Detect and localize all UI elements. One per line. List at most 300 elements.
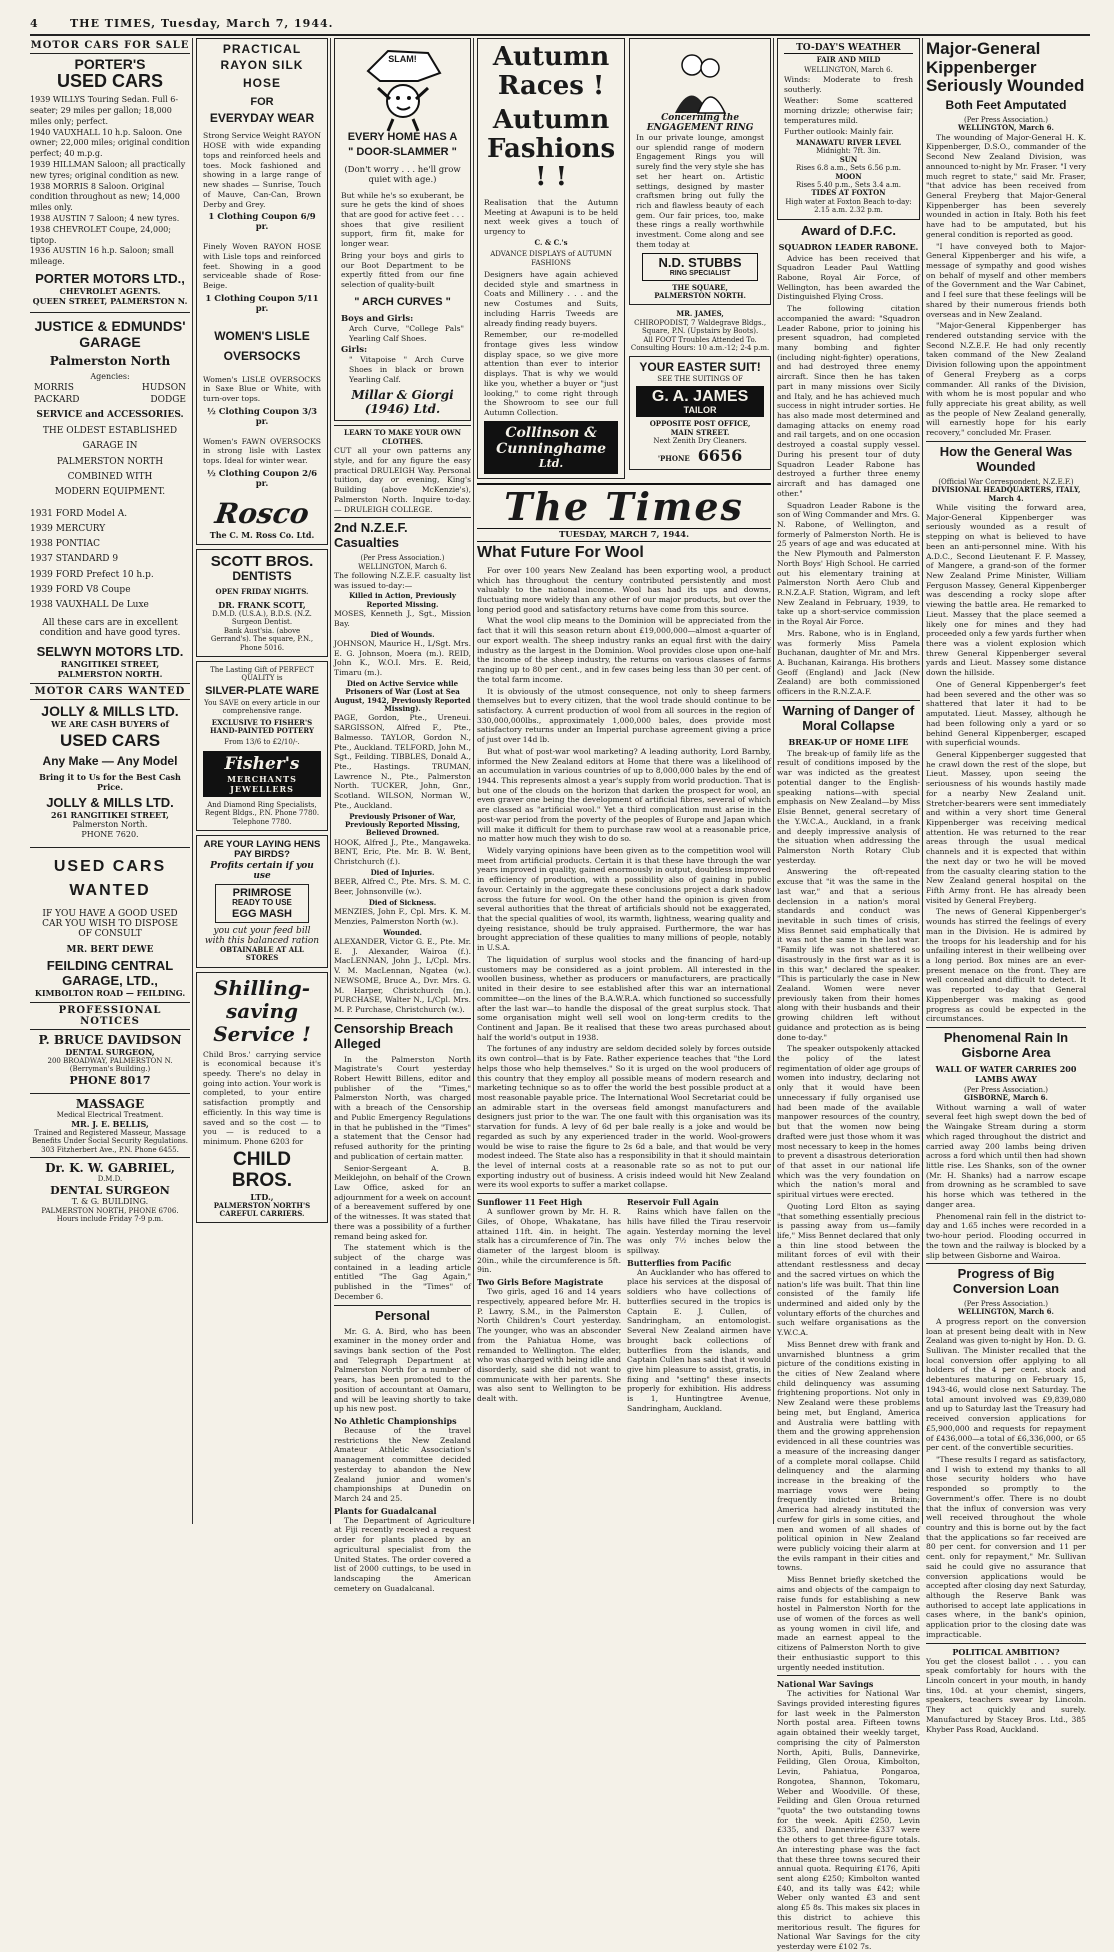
moral-headline: Warning of Danger of Moral Collapse [782,702,915,733]
rayon-coupon: 1 Clothing Coupon 6/9 pr. [208,212,316,233]
divider [926,1027,1086,1028]
casualties-list: BEER, Alfred C., Pte. Mrs. S. M. C. Beer, Johnsonville (w.). [334,877,471,897]
hens-tag: you cut your feed bill [213,925,311,936]
stubbs-addr: THE SQUARE, [672,282,728,292]
scott-open: OPEN FRIDAY NIGHTS. [215,586,309,596]
davidson-name: P. BRUCE DAVIDSON [38,1032,182,1047]
scott-bros-ad [196,549,328,657]
kid-body: Bring your boys and girls to our Boot Department to be expertly fitted from our fine selection of quality-built [341,250,464,290]
autumn-races-title: Autumn Races ! [492,42,610,101]
rayon-coupon: 1 Clothing Coupon 5/11 pr. [205,293,319,314]
girls-head: Two Girls Before Magistrate [477,1277,604,1288]
fisher-logo [203,751,321,797]
divider [926,1643,1086,1644]
jolly-name-2: JOLLY & MILLS LTD. [46,794,174,810]
collinson-logo [484,421,618,474]
justice-service: SERVICE and ACCESSORIES. [36,410,184,421]
fisher-logo-line: MERCHANTS [227,773,297,784]
column-rule [773,38,774,1524]
loan-body: A progress report on the conversion loan at present being dealt with in New Zealand was given to-night by Hon. D. G. Sullivan. The Minister recalled that the local conversion offer applying to all holders of the 4 per cent. stock and debentures maturing on February 15, 1943-46, would close next Saturday. The total amount involved was £9,839,080 and up to Saturday last the Treasury had received conversion applications for £5,900,000 and requests for repayment of £436,000—a total of £6,336,000, or 65 per cent. of the convertible securities. [926,1316,1086,1453]
savings-body: The activities for National War Savings provided interesting figures for last week in the Palmerston North postal area. Fifteen towns again obtained their weekly target, comprising the city of Palmerston North, Apiti, Bulls, Dannevirke, Feilding, Glen Oroua, Kimbolton, Levin, Pahiatua, Pongaroa, Rongotea, Shannon, Tokomaru, Weber and Woodville. Of these, Feilding and Glen Oroua returned "quota" the two outstanding towns for the week. Apiti £250, Levin £335, and Dannevirke £337 were the others to get three-figure totals. An interesting phase was the fact that these three towns secured their annual quota. Requiring £176, Apiti sent along £250; Kimbolton wanted £40, and its tally was £42; while Weber only wanted £3 and sent along £5 8s. This makes six places in this district to achieve this meritorious result. The figures for National War Savings for the city yesterday were £102 7s. [777,1689,920,1952]
rain-article [926,1031,1086,1260]
collinson-logo-line: Ltd. [538,456,564,470]
feilding-ad [30,851,190,1002]
sunflower-head: Sunflower 11 Feet High [477,1197,583,1208]
massage-sub: Medical Electrical Treatment. [56,1110,164,1119]
right-ads-stack [629,38,771,479]
door-slammer-ad [334,38,471,421]
slam-label: SLAM! [388,54,417,64]
reservoir-head: Reservoir Full Again [627,1197,719,1208]
kipp-headline: Major-General Kippenberger Seriously Wounded [926,39,1085,96]
kipp-body: The wounding of Major-General H. K. Kippenberger, D.S.O., commander of the Second New Zealand Division, was announced to-night by Mr. Fraser. "I very much regret to state," said Mr. Fraser, "that advice has been received from General Freyberg that Major-General Kippenberger has been severely wounded in action in Italy. Both his feet have had to be amputated, but his general condition is reported as good. [926,132,1086,239]
fisher-price: From 13/6 to £2/10/-. [224,738,300,747]
kid-title: " DOOR-SLAMMER " [348,146,457,159]
casualties-section: Died of Injuries. [370,867,435,877]
boys-label: Boys and Girls: [341,313,414,324]
casualties-list: MENZIES, John F., Cpl. Mrs. K. M. Menzies, Palmerston North (w.). [334,907,471,926]
justice-agencies-label: Agencies: [90,372,130,382]
censorship-body: The statement which is the subject of the charge was contained in a leading article entitled "The Gag Again," published in the "Times" of December 6. [334,1243,471,1301]
porters-item: 1940 VAUXHALL 10 h.p. Saloon. One owner; 22,000 miles; original condition perfect; 40 m.p.g. [30,127,190,159]
jolly-headline: USED CARS [59,731,161,751]
kid-title: EVERY HOME HAS A [347,130,458,143]
divider [30,1093,190,1094]
primrose-brand: READY TO USE [232,897,292,907]
primrose-ad [196,835,328,968]
justice-town: Palmerston North [49,354,171,369]
wool-paragraph: It is obviously of the utmost consequence, not only to sheep farmers themselves but to every citizen, that the wool trade should continue to be satisfactory. A current production of wool from all sources in the region of 330,000,000lbs., approximately 1,000,000 bales, does provide most satisfactory returns under an Imperial purchase agreement giving a price of just over 14d lb. [477,686,771,745]
fisher-ad [196,661,328,831]
casualties-source: (Per Press Association.) [360,554,445,563]
fisher-intro: The Lasting Gift of PERFECT QUALITY is [210,665,314,683]
blurb-line: COMBINED WITH [67,471,153,482]
james-next: Next Zenith Dry Cleaners. [653,437,747,446]
autumn-fashions-title: Autumn Fashions ! ! [486,105,616,193]
loan-source: (Per Press Association.) [964,1300,1048,1309]
stubbs-ad [629,38,771,305]
justice-blurb [30,424,190,500]
nameplate: The Times [504,483,744,529]
jolly-phone: PHONE 7620. [81,830,139,840]
james-phone: 6656 [697,445,743,465]
censorship-body: Senior-Sergeant A. B. Meiklejohn, on behalf of the Crown Law Office, asked for an adjournment for a week on account of a bereavement suffered by one of the witnesses. It was stated that there was a possibility of a further remand being asked for. [334,1163,471,1241]
wool-headline: What Future For Wool [477,544,644,562]
oversocks-body: Women's LISLE OVERSOCKS in Saxe Blue or White, with turn-over tops. [203,374,321,404]
druleigh-title: LEARN TO MAKE YOUR OWN CLOTHES. [344,428,461,446]
wool-paragraph: For over 100 years New Zealand has been exporting wool, a product which has throughout the century contributed persistently and most valuably to the national income. Wool has had its ups and downs, fluctuating more widely than any other of our major products, but over the long period good and satisfactory returns have come from this source. [477,565,771,614]
stubbs-addr: PALMERSTON NORTH. [654,291,746,300]
stubbs-logo-name: N.D. STUBBS [658,254,742,270]
moral-body: The speaker outspokenly attacked the policy of the latest regimentation of older age groups of women into industry, declaring not only that it would have been unnecessary if fully organised use had been made of the available manpower resources of the country, but that the women now being drafted were just those whom it was most necessary to keep in the homes to prevent a disastrous deterioration of that asset in our national life which was the very foundation on which the nation's moral and spiritual virtues were erected. [777,1044,920,1200]
casualties-dateline: WELLINGTON, March 6. [358,562,447,571]
child-body: Child Bros.' carrying service is economical because it's speedy. There's no delay in going into action. Your work is completed, to your entire satisfaction promptly and efficiently. In this way time is saved and so the cost — to you — is reduced to a minimum. Phone 6203 for [203,1049,321,1147]
column-1 [30,38,190,1528]
plants-body: The Department of Agriculture at Fiji recently received a request order for plants placed by an agricultural specialist from the United States. The order covered a list of 2000 cuttings, to be used in landscaping the American cemetery on Guadalcanal. [334,1515,471,1593]
rain-body: Without warning a wall of water several feet high swept down the bed of the Waingake Stream during a storm which raged throughout the district and carried away 200 lambs being driven across a ford which until then had shown little rise. Les Shanks, son of the owner (Mr. H. Shanks) had a narrow escape from drowning as he scrambled to save his horse which was tethered in the danger area. [926,1102,1086,1209]
porters-headline: USED CARS [56,71,163,92]
reservoir-body: Rains which have fallen on the hills have filled the Tirau reservoir again. Yesterday morning the level was only 7½ inches below the spillway. [627,1207,771,1256]
river-midnight: Midnight: 7ft. 3in. [816,147,881,156]
james-phone-label: 'PHONE [657,453,690,463]
casualties-section: Previously Prisoner of War, Previously Reported Missing, Believed Drowned. [345,811,460,838]
fisher-footer: And Diamond Ring Specialists, Regent Bldgs., P.N. Phone 7780. Telephone 7780. [204,800,320,826]
porters-item: 1938 MORRIS 8 Saloon. Original condition throughout as new; 14,000 miles only. [30,181,180,213]
general-wounded-article [926,445,1086,1024]
rain-dateline: GISBORNE, March 6. [964,1093,1048,1103]
editorial-date: TUESDAY, MARCH 7, 1944. [477,528,771,542]
collinson-adv: ADVANCE DISPLAYS of AUTUMN FASHIONS [490,250,612,267]
column-4 [477,38,771,1528]
casualties-intro: The following N.Z.E.F. casualty list was issued to-day:— [334,570,471,590]
jolly-model: Any Make — Any Model [42,753,178,768]
moral-body: Quoting Lord Elton as saying "that something essentially precious is passing away from us—family life," Miss Bennet declared that only a thin line stood between the militant forces of evil with their attendant restlessness and decay and the sacred virtues on which the nation's life was built. That thin line consisted of the family life undermined and aided only by the voluntary efforts of the churches and such welfare organisations as the Y.W.C.A. [777,1201,920,1338]
child-title: Shilling- [213,975,311,1000]
casualties-section: Died of Wounds. [370,629,435,639]
gabriel-hours: Hours include Friday 7-9 p.m. [56,1214,164,1223]
child-title: Service ! [213,1021,311,1046]
justice-agencies-row [30,394,190,406]
car-listing: 1937 STANDARD 9 [30,554,119,565]
child-title: saving [226,998,298,1023]
professional-notices-header: PROFESSIONAL NOTICES [30,1002,190,1030]
collinson-logo-line: Collinson & [505,424,597,441]
dfc-body: Advice has been received that Squadron Leader Paul Wattling Rabone, Royal Air Force, of Wellington, has been awarded the Distinguished Flying Cross. [777,253,920,302]
dfc-headline: Award of D.F.C. [800,222,897,238]
tides-head: High water at Foxton Beach to-day: [785,197,912,206]
rain-body: Phenomenal rain fell in the district to-day and 1.65 inches were recorded in a two-hour period. Flooding occurred in the town and the railway is blocked by a slip between Gisborne and Wairoa. [926,1211,1086,1260]
blurb-line: GARAGE IN [82,441,138,452]
dfc-article [777,224,920,697]
girls-label: Girls: [341,345,368,356]
car-listing: 1938 PONTIAC [30,539,101,550]
column-rule [330,38,331,1524]
justice-name: JUSTICE & EDMUNDS' GARAGE [34,318,186,350]
personal-body: Mr. G. A. Bird, who has been examiner in the money order and savings bank section of the Post and Telegraph Department at Palmerston North for a number of years, has been promoted to the position of accountant at Oamaru, and will be leaving shortly to take up his new post. [334,1326,471,1414]
weather-detail: Weather: Some scattered morning drizzle; otherwise fair; temperatures mild. [784,96,913,125]
wool-editorial [477,544,771,1190]
sun-title: SUN [839,154,858,164]
rayon-body: Strong Service Weight RAYON HOSE with wide expanding tops and reinforced heels and toes. Mock fashioned and showing in a large range of new shades — Sunrise, Touch of Mauve, Can-Can, Brown Derby and Grey. [203,131,321,209]
casualties-section: Killed in Action, Previously Reported Missing. [349,591,456,609]
divider [334,517,471,518]
porters-item: 1938 CHEVROLET Coupe, 24,000; tiptop. [30,224,171,245]
casualties-section: Wounded. [383,927,422,937]
james-sub: SEE THE SUITINGS OF [657,374,743,383]
casualties-section: Died on Active Service while Prisoners of War (Lost at Sea August, 1942, Previously Reported Missing). [334,678,471,714]
jolly-mills-ad [30,700,190,844]
porters-name: PORTER'S [74,56,146,72]
gabriel-addr: PALMERSTON NORTH, PHONE 6706. [41,1206,179,1215]
divider [30,847,190,848]
weather-dateline: WELLINGTON, March 6. [804,66,893,75]
child-ltd: LTD., [250,1191,274,1202]
rayon-title-3: EVERYDAY WEAR [209,111,315,126]
casualties-headline: 2nd N.Z.E.F. Casualties [334,520,408,551]
collinson-body: Remember, our re-modelled frontage gives less window display space, so we give more attention than ever to interior displays. That is why we would like you, whether a buyer or "just looking," to come right through the Showroom to see our full Autumn Collection. [484,330,619,418]
column-2 [196,38,328,1528]
moral-article [777,704,920,1672]
general-body: General Kippenberger suggested that he crawl down the rest of the slope, but Lieut. Massey, upon seeing the seriousness of his wounds hastily made for a nearby New Zealand unit. Stretcher-bearers were sent immediately and within a very short time General Kippenberger was receiving medical attention. He was returned to the rear areas through the usual medical channels and it is expected that within the next day or two he will be moved from the casualty clearing station to the New Zealand general hospital on the Fifth Army front. He has already been visited by General Freyberg. [926,749,1086,905]
agency-label: HUDSON [141,383,186,394]
gabriel-notice [30,1161,190,1223]
oversocks-title: WOMEN'S LISLE OVERSOCKS [214,328,310,364]
scott-title: DENTISTS [232,569,292,584]
moral-body: Answering the oft-repeated excuse that "it was the same in the last war," and that a serious declension in a nation's moral standards and conduct was inevitable in such times of crisis, Miss Bennet said emphatically that it was not the same in the last war. "Family life was not shattered so disastrously in the first war as it is in this war," declared the speaker. "This is particularly the case in New Zealand. Women were never previously taken from their homes along with their husbands and their growing children left without guidance and protection as is being done to-day." [777,867,920,1042]
divider [777,700,920,701]
porters-agents: CHEVROLET AGENTS. [59,286,161,297]
chiropodist-name: MR. JAMES, [676,309,724,319]
censorship-article [334,1022,471,1302]
motor-cars-for-sale-header: MOTOR CARS FOR SALE [30,38,190,54]
child-name: CHILD BROS. [231,1148,293,1191]
weather-title: TO-DAY'S WEATHER [784,43,913,54]
kid-quote: (Don't worry . . . he'll grow quiet with age.) [344,164,461,185]
rain-headline: Phenomenal Rain In Gisborne Area [943,1030,1069,1060]
rayon-title-2: RAYON SILK HOSE [220,58,304,91]
agency-label: DODGE [150,395,186,406]
scott-dr: DR. FRANK SCOTT, [218,599,306,610]
blurb-line: THE OLDEST ESTABLISHED [42,426,178,437]
car-listing: 1931 FORD Model A. [30,508,128,519]
divider [777,1675,920,1676]
chiropodist-notice [629,308,771,354]
rosco-company: The C. M. Ross Co. Ltd. [209,529,315,540]
casualties-list: MOSES, Kenneth J., Sgt., Mission Bay. [334,609,471,628]
divider [334,1305,471,1306]
column-5 [777,38,920,1952]
rayon-title-1: PRACTICAL [222,42,302,56]
justice-agencies-row [30,382,190,394]
druleigh-body: CUT all your own patterns any style, and for any figure the easy practical DRULEIGH Way. Personal tuition, day or evening, King's Building (above McKenzie's), Palmerston North. Inquire to-day. — DRULEIGH COLLEGE. [334,446,471,514]
car-listing: 1938 VAUXHALL De Luxe [30,600,149,611]
primrose-logo [215,884,309,923]
wool-paragraph: What the wool clip means to the Dominion will be appreciated from the fact that it will this season return about £19,000,000—almost a-quarter of our export wealth. The sheep industry ranks an equal first with the dairy industry as the largest in the Dominion. Wool provides close upon one-half the income of the sheep industry, the returns on various classes of farms ranging up to 80 per cent., and in few cases being less than 30 per cent. of the total farm income. [477,616,771,684]
divider [926,441,1086,442]
justice-car-list [30,507,190,614]
hens-title: Profits certain if you use [210,860,314,881]
moral-body: The break-up of family life as the result of conditions imposed by the war was indicted as the greatest potential danger to the English-speaking nations—with special emphasis on New Zealand—by Miss Elsie Bennet, general secretary of the Y.W.C.A., Auckland, in a frank and deeply impressive analysis of the situation when addressing the Palmerston North Rotary Club yesterday. [777,748,920,865]
kipp-body: "I have conveyed both to Major-General Kippenberger and his wife, a message of sympathy and good wishes on behalf of myself and other members of the Government and the War Cabinet, and I feel sure that these feelings will be shared by their numerous friends both overseas and in New Zealand. [926,241,1086,319]
stubbs-title: Concerning the ENGAGEMENT RING [646,113,754,133]
sunflower-body: A sunflower grown by Mr. H. R. Giles, of Ohope, Whakatane, has attained 11ft. 4in. in height. The stalk has a circumference of 7in. The diameter of the largest bloom is 20in., while the circumference is 5ft. 9in. [477,1207,621,1275]
hens-title: PAY BIRDS? [234,849,290,861]
feilding-name: FEILDING CENTRAL GARAGE, LTD., [46,958,174,988]
hens-title: ARE YOUR LAYING HENS [203,838,321,850]
short-items-right [627,1197,771,1415]
selwyn-town: PALMERSTON NORTH. [57,668,163,679]
page-header-title: THE TIMES, Tuesday, March 7, 1944. [70,16,334,30]
scott-role: Surgeon Dentist. [231,618,293,627]
wool-paragraph: But what of post-war wool marketing? A leading authority, Lord Barnby, informed the New Zealand editors at Home that there was a likelihood of an accumulation in various countries of up to 8,000,000 bales by the end of 1944. This represents almost a year's supply from world production. That is but one of the clouds on the horizon that darken the prospect for wool, an even graver one being the development of artificial fibres, several of which are classed as "artificial wool." Yet a third complication must arise in the post-war period from the poverty of the peoples of Europe and Japan which will make it difficult for them to purchase raw wool at a reasonable price, no matter how much they wish to do so. [477,746,771,844]
moral-body: Miss Bennet briefly sketched the aims and objects of the campaign to raise funds for establishing a new hostel in Palmerston North for the use of women of the forces as well as young women in civil life, and made an earnest appeal to the citizens of Palmerston North to give their enthusiastic support to this urgently needed institution. [777,1575,920,1672]
loan-article [926,1267,1086,1639]
weather-sub: FAIR AND MILD [816,55,881,64]
rain-source: (Per Press Association.) [964,1085,1048,1094]
jolly-name: JOLLY & MILLS LTD. [41,702,179,719]
collinson-brand-inline: C. & C.'s [534,237,568,247]
fisher-logo-name: Fisher's [224,753,300,774]
weather-box [777,38,920,220]
feilding-contact: MR. BERT DEWE [66,945,154,956]
porters-item: 1939 HILLMAN Saloon; all practically new tyres; original condition as new. [30,159,186,180]
dfc-sub: SQUADRON LEADER RABONE. [778,241,919,252]
james-tailor-ad [629,356,771,469]
short-items-left [477,1197,621,1415]
divider [926,1263,1086,1264]
casualties-list: ALEXANDER, Victor G. E., Pte. Mr. E. J. Alexander, Wairoa (f.). MacLENNAN, John J., L/Cpl. Mrs. V. M. MacLennan, Ngatea (w.). NEWSOME, Bruce A., Dvr. Mrs. G. M. Harper, Christchurch (m.). PURCHASE, Walter N., L/Cpl. Mrs. M. P. Purchase, Christchurch (w.). [334,936,471,1014]
column-rule [473,38,474,1524]
butterflies-head: Butterflies from Pacific [627,1257,732,1268]
short-items-row [477,1197,771,1415]
personal-headline: Personal [375,1307,430,1323]
athletic-body: Because of the travel restrictions the New Zealand Amateur Athletic Association's management committee decided yesterday to abandon the New Zealand junior and women's championships at Dunedin on March 24 and 25. [334,1425,471,1503]
rain-sub: WALL OF WATER CARRIES 200 LAMBS AWAY [935,1063,1077,1084]
river-title: MANAWATU RIVER LEVEL [796,138,901,148]
james-logo-name: G. A. JAMES [651,387,749,405]
jolly-price: Bring it to Us for the Best Cash Price. [39,771,181,792]
blurb-line: MODERN EQUIPMENT. [54,487,166,498]
porters-address: QUEEN STREET, PALMERSTON N. [32,296,188,307]
general-headline: How the General Was Wounded [939,443,1073,474]
personal-article [334,1309,471,1594]
hens-tag: with this balanced ration [204,935,320,946]
porters-ad [30,54,190,309]
general-body: The news of General Kippenberger's wounds has stirred the feelings of every man in the Division. He is admired by the troops for his leadership and for his unfailing interest in their wellbeing over a long period. Box mines are an ever-present menace on the front. They are well concealed and difficult to detect. It was reported to-day that General Kippenberger was making as good progress as could be expected in the circumstances. [926,907,1086,1024]
agency-label: PACKARD [34,395,80,406]
loan-dateline: WELLINGTON, March 6. [958,1307,1054,1317]
column-3 [334,38,471,1593]
girls-body: Two girls, aged 16 and 14 years respectively, appeared before Mr. H. P. Lawry, S.M., in the Palmerston North Children's Court yesterday. The younger, who was an absconder from the Pahiatua Home, was remanded to Wellington. The elder, who was charged with being idle and disorderly, said she did not want to communicate with her parents. She was also sent to Wellington to be dealt with. [477,1287,621,1404]
primrose-brand: EGG MASH [232,907,292,920]
savings-article [777,1679,920,1951]
chiropodist-role: CHIROPODIST, 7 Waldegrave Bldgs., Square, P.N. (Upstairs by Boots). [634,318,767,336]
dfc-body: Squadron Leader Rabone is the son of Wing Commander and Mrs. G. N. Rabone, of Wellington, and formerly of Palmerston North. He is 25 years of age and was educated at the New Plymouth and Palmerston North Boys' High School. He carried out his elementary training at Palmerston North Aero Club and R.N.Z.A.F. Station, Wigram, and left New Zealand in February, 1939, to take up a short-service commission in the Royal Air Force. [777,500,920,627]
blurb-line: PALMERSTON NORTH [56,456,164,467]
rayon-coupon: ½ Clothing Coupon 3/3 pr. [206,406,318,427]
kid-body: But while he's so exuberant, be sure he gets the kind of shoes that are good for active feet . . . shoes that give resilient support, firm fit, make for longer wear. [341,190,464,249]
davidson-addr: 200 BROADWAY, PALMERSTON N. (Berryman's Building.) [47,1056,173,1074]
selwyn-name: SELWYN MOTORS LTD. [36,643,184,659]
column-6 [926,38,1086,1734]
james-title: YOUR EASTER SUIT! [639,360,761,375]
car-listing: 1939 MERCURY [30,523,106,534]
rayon-body-2: Finely Woven RAYON HOSE with Lisle tops and reinforced feet. Showing in a good serviceable shade of Rose-Beige. [203,242,321,291]
davidson-title: DENTAL SURGEON, [65,1046,155,1057]
davidson-phone: PHONE 8017 [69,1073,151,1087]
divider [334,1018,471,1019]
scott-addr: Bank Aust'sia. (above Gerrand's). The square, P.N., Phone 5016. [210,626,314,652]
selwyn-ad [30,641,190,683]
druleigh-ad [334,429,471,514]
loan-headline: Progress of Big Conversion Loan [952,1266,1060,1297]
general-dateline: DIVISIONAL HEADQUARTERS, ITALY, March 4. [931,485,1081,503]
kipp-body: "Major-General Kippenberger has rendered outstanding service with the Second N.Z.E.F. He had only recently taken command of the New Zealand Division following upon the appointment of General Freyberg as a corps commander. All ranks of the Division, with whom he is most popular and who fully appreciate his great ability, as well as the people of New Zealand generally, will earnestly hope for his early recovery," concluded Mr. Fraser. [926,321,1086,438]
wool-paragraph: The liquidation of surplus wool stocks and the financing of hard-up customers may be considered as a joint problem. All interested in the woollen business, whether as producers or manufacturers, are practically united in their desire to see established after this war an international committee—on the lines of the B.A.W.R.A. which functioned so successfully after the last war—to handle the disposal of the great surplus stock. That some organisation might well sell wool on long-term credits to the Continent and Japan. Be it realised that these two areas purchased about half the world's output in 1938. [477,954,771,1042]
child-carriers: PALMERSTON NORTH'S CAREFUL CARRIERS. [213,1200,311,1218]
porters-item: 1936 AUSTIN 16 h.p. Saloon; small mileage. [30,246,174,267]
gabriel-bldg: T. & G. BUILDING. [71,1196,149,1206]
jolly-town: Palmerston North. [72,820,148,830]
fisher-title: SILVER-PLATE WARE [205,684,319,697]
collinson-body: Realisation that the Autumn Meeting at Awapuni is to be held next week gives a touch of urgency to [484,197,619,237]
censorship-headline: Censorship Breach Alleged [334,1020,454,1051]
general-body: While visiting the forward area, Major-General Kippenberger was seriously wounded as a result of stepping on what is believed to have been an anti-personnel mine. With his A.D.C., Second Lieutenant F. F. Massey, of Mangere, a grand-son of the former New Zealand Prime Minister, William Ferguson Massey, General Kippenberger was descending a rocky slope after viewing the battle area. He remarked to Lieut. Massey that the place seemed a likely one for mines and they had proceeded only a few yards further when there was a violent explosion which threw General Kippenberger several yards and Lieut. Massey some distance down the hillside. [926,502,1086,678]
rayon-hose-ad [196,38,328,545]
jolly-addr: 261 RANGITIKEI STREET, [51,810,169,821]
tides-title: TIDES AT FOXTON [811,188,886,198]
primrose-brand: PRIMROSE [232,886,292,899]
feilding-body: IF YOU HAVE A GOOD USED CAR YOU WISH TO DISPOSE OF CONSULT [42,909,178,940]
savings-head: National War Savings [777,1679,874,1690]
dfc-body: Mrs. Rabone, who is in England, was formerly Miss Pamela Buchanan, daughter of Mr. and Mrs. A. Buchanan, Kairanga. His brothers Geoff (England) and Jack (New Zealand) are both commissioned officers in the R.N.Z.A.F. [777,628,920,697]
fisher-logo-line: JEWELLERS [230,783,294,794]
wool-paragraph: Widely varying opinions have been given as to the competition wool will meet from artificial products. Certain it is that these have through the war years improved in quality, gained enormously in output, doubtless improved in efficiency of production, with a possibility also of gaining in public favour. Certainly in the aggregate these conclusions project a dark shadow across the future for wool. On the other hand the opinion is given from several authorities that the threat of artificials should not be exaggerated, that the special qualities of wool, its warmth, lightness, wearing quality and dyeing resistance, should be truly appraised. Furthermore, the war has brought appreciation of these qualities to many millions of people, notably in U.S.A. [477,846,771,953]
fisher-body: You SAVE on every article in our comprehensive range. [204,698,320,716]
justice-edmunds-ad [30,316,190,640]
james-addr: MAIN STREET. [670,427,730,437]
chiropodist-hours: Consulting Hours: 10 a.m.-12; 2-4 p.m. [630,343,770,352]
general-body: One of General Kippenberger's feet had been severed and the other was so shattered that later it had to be amputated. Lieut. Massey, although he had been following only a yard or so behind General Kippenberger, escaped with superficial wounds. [926,679,1086,748]
general-source: (Official War Correspondent, N.Z.E.F.) [938,477,1074,486]
gabriel-name: Dr. K. W. GABRIEL, [45,1161,175,1176]
massage-notice [30,1097,190,1155]
dfc-body: The following citation accompanied the award: "Squadron Leader Rabone, prior to joining his present squadron, had completed many bombing and fighter (including night-fighter) operations, and had destroyed three enemy aircraft. Since then he has taken part in many missions over Sicily and Italy, and he has achieved much success in night intruder sorties. He has also made most determined and damaging attacks on enemy road and rail targets, and on one occasion destroyed a coastal supply vessel. During his present tour of duty Squadron Leader Rabone has destroyed a further three enemy aircraft and has damaged one other." [777,304,920,498]
kipp-source: (Per Press Association.) [964,115,1048,124]
page-number: 4 [30,16,38,30]
girls-desc: " Vitapoise " Arch Curve Shoes in black or brown Yearling Calf. [349,355,464,384]
feilding-headline: USED CARS WANTED [53,858,167,900]
gabriel-title: DENTAL SURGEON [50,1183,170,1197]
boys-desc: Arch Curve, "College Pals" Yearling Calf Shoes. [349,323,464,343]
arch-curves: " ARCH CURVES " [354,295,451,308]
censorship-body: In the Palmerston North Magistrate's Court yesterday Robert Hewitt Billens, editor and publisher of the "Times," Palmerston North, was charged with a breach of the Censorship and Public Emergency Regulations in that he published in the "Times" a statement that the Censor had refused authority for the printing and publication of certain matter. [334,1054,471,1161]
porters-company: PORTER MOTORS LTD., [35,270,185,286]
millar-giorgi-logo: Millar & Giorgi (1946) Ltd. [351,388,454,417]
jolly-tag: WE ARE CASH BUYERS of [51,719,169,730]
collinson-logo-line: Cunninghame [496,440,607,457]
stubbs-logo-tag: RING SPECIALIST [669,269,731,277]
page-header [30,12,1090,36]
casualties-list: JOHNSON, Maurice H., L/Sgt. Mrs. E. G. Johnson, Moera (m.). REID, John K., W.O.I. Mrs. E. Reid, Timaru (m.). [334,638,471,678]
stubbs-logo [642,253,758,281]
porters-item: 1939 WILLYS Touring Sedan. Full 6-seater; 29 miles per gallon; 18,000 miles only; perfect. [30,95,179,126]
massage-addr: 303 Fitzherbert Ave., P.N. Phone 6455. [41,1145,179,1154]
massage-details: Trained and Registered Masseur, Massage Benefits Under Social Security Regulations. [32,1129,188,1146]
casualties-section: Died of Sickness. [368,897,437,907]
kipp-dateline: WELLINGTON, March 6. [958,123,1054,133]
massage-title: MASSAGE [75,1096,145,1111]
casualties-list: HOOK, Alfred J., Pte., Mangaweka. BENT, Eric, Pte. Mr. B. W. Bent, Christchurch (f.). [334,837,471,867]
loan-body: "These results I regard as satisfactory, and I wish to extend my thanks to all those security holders who have responded so promptly to the Government's offer. There is no doubt that the influx of conversion was very well received throughout the whole country and this is borne out by the fact that the applications so far received are 80 per cent. for conversion and 11 per cent. only for repayment," Mr. Sullivan said he could give no assurance that conversion applications would be accepted after closing day next Saturday, although the Reserve Bank was authorised to accept late applications in cases where, in the bank's opinion, application prior to the closing date was impracticable. [926,1454,1086,1639]
agency-label: MORRIS [34,383,74,394]
tides-times: 2.15 a.m. 2.32 p.m. [814,206,883,215]
political-body: You get the closest ballot . . . you can speak comfortably for hours with the Lincoln concert in your mouth, in handy tins, 10d. at your chemist, singers, speakers, teachers swear by Lincoln. They act quickly and surely. Manufactured by Stacey Bros. Ltd., 385 Khyber Pass Road, Auckland. [926,1656,1086,1734]
column-rule [192,38,193,1524]
divider [30,312,190,313]
chiropodist-line: All FOOT Troubles Attended To. [643,335,757,344]
james-phone-row [636,446,764,465]
plants-head: Plants for Guadalcanal [334,1505,437,1516]
car-listing: 1939 FORD Prefect 10 h.p. [30,569,154,580]
james-logo [636,386,764,417]
athletic-head: No Athletic Championships [334,1415,457,1426]
political-head: POLITICAL AMBITION? [952,1646,1060,1657]
weather-outlook: Further outlook: Mainly fair. [784,127,894,137]
scott-deg: D.M.D. (U.S.A.), B.D.S. (N.Z. [212,609,312,618]
hens-tag: OBTAINABLE AT ALL STORES [220,944,304,963]
davidson-notice [30,1030,190,1090]
